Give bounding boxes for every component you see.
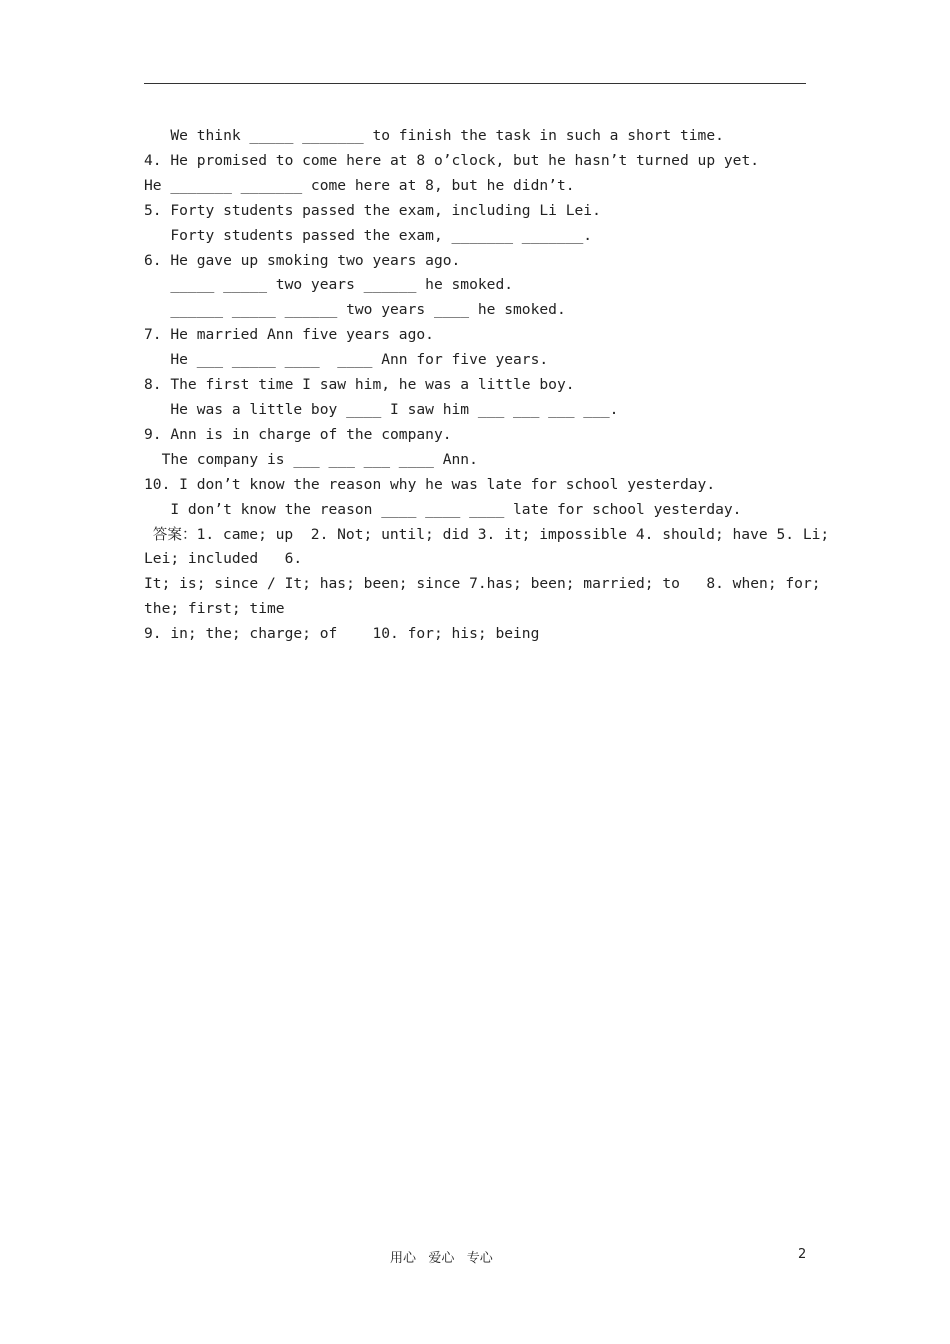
- text-line: 8. The first time I saw him, he was a little boy.: [144, 376, 575, 394]
- text-line: We think _____ _______ to finish the task in such a short time.: [144, 127, 724, 144]
- text-line: 10. I don’t know the reason why he was late for school yesterday.: [144, 475, 716, 493]
- text-line: The company is ___ ___ ___ ____ Ann.: [144, 450, 478, 468]
- text-line: He ___ _____ ____ ____ Ann for five years.: [144, 351, 549, 369]
- footer-motto: 用心 爱心 专心: [390, 1251, 493, 1266]
- text-line: 9. Ann is in charge of the company.: [144, 425, 452, 443]
- text-line: _____ _____ two years ______ he smoked.: [144, 276, 514, 294]
- document-body: [144, 124, 830, 647]
- text-line: 5. Forty students passed the exam, including Li Lei.: [144, 201, 601, 219]
- text-line: ______ _____ ______ two years ____ he smoked.: [144, 301, 566, 319]
- page-number: 2: [798, 1247, 807, 1262]
- answer-line: 9. in; the; charge; of 10. for; his; being: [144, 625, 540, 643]
- text-line: I don’t know the reason ____ ____ ____ late for school yesterday.: [144, 500, 742, 518]
- header-rule: [144, 83, 806, 84]
- answer-line: Lei; included 6.: [144, 550, 303, 568]
- text-line: He was a little boy ____ I saw him ___ ___ ___ ___.: [144, 400, 619, 418]
- text-line: 6. He gave up smoking two years ago.: [144, 251, 461, 269]
- answer-line: It; is; since / It; has; been; since 7.has; been; married; to 8. when; for;: [144, 575, 821, 593]
- text-line: 7. He married Ann five years ago.: [144, 326, 434, 344]
- answer-line: 答案：1. came; up 2. Not; until; did 3. it; impossible 4. should; have 5. Li;: [144, 525, 830, 543]
- text-line: 4. He promised to come here at 8 o’clock, but he hasn’t turned up yet.: [144, 151, 760, 169]
- text-line: Forty students passed the exam, _______ _______.: [144, 226, 593, 244]
- answer-line: the; first; time: [144, 600, 285, 618]
- text-line: He _______ _______ come here at 8, but he didn’t.: [144, 176, 575, 194]
